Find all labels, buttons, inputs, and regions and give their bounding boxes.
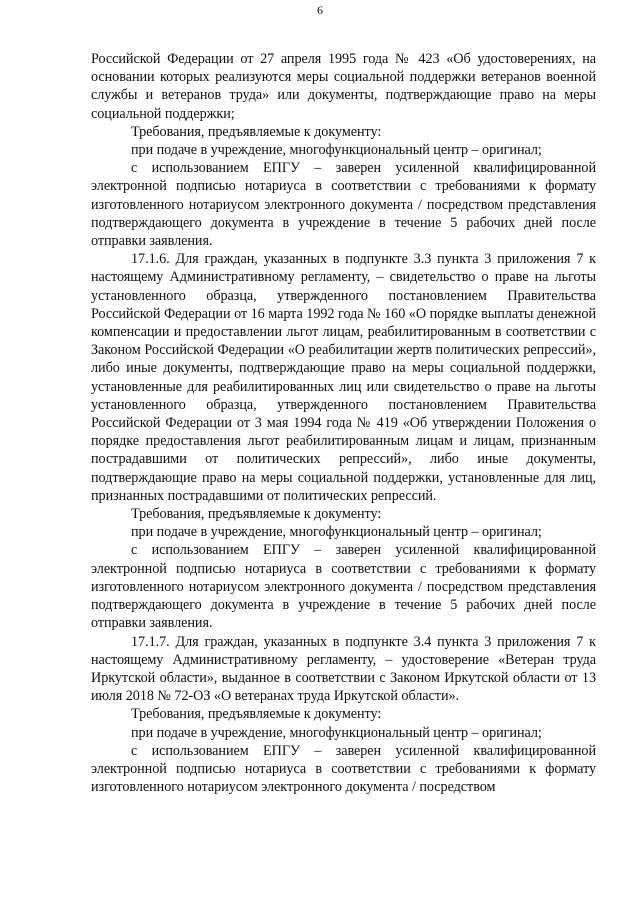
requirement-epgu: с использованием ЕПГУ – заверен усиленной квалифицированной электронной подписью нотариуса в соответствии с требованиями к формату изготовленного нотариусом электронного документа / посредством представления подтверждающего документа в учреждение в течение 5 рабочих дней после отправки заявления. bbox=[91, 160, 596, 250]
requirement-original: при подаче в учреждение, многофункциональный центр – оригинал; bbox=[131, 524, 542, 541]
page-number: 6 bbox=[317, 3, 323, 17]
paragraph-continuation: Российской Федерации от 27 апреля 1995 года № 423 «Об удостоверениях, на основании которых реализуются меры социальной поддержки ветеранов военной службы и ветеранов труда» или документы, подтверждающие право на меры социальной поддержки; bbox=[91, 51, 596, 122]
clause-17-1-7: 17.1.7. Для граждан, указанных в подпункте 3.4 пункта 3 приложения 7 к настоящему Административному регламенту, – удостоверение «Ветеран труда Иркутской области», выданное в соответствии с Законом Иркутской области от 13 июля 2018 № 72-ОЗ «О ветеранах труда Иркутской области». bbox=[91, 633, 596, 705]
document-body bbox=[91, 50, 596, 796]
requirements-heading: Требования, предъявляемые к документу: bbox=[131, 506, 382, 523]
requirement-original: при подаче в учреждение, многофункциональный центр – оригинал; bbox=[131, 142, 542, 159]
requirements-heading: Требования, предъявляемые к документу: bbox=[131, 123, 382, 140]
requirement-epgu: с использованием ЕПГУ – заверен усиленной квалифицированной электронной подписью нотариуса в соответствии с требованиями к формату изготовленного нотариусом электронного документа / посредством bbox=[91, 742, 596, 796]
requirement-original: при подаче в учреждение, многофункциональный центр – оригинал; bbox=[131, 724, 542, 741]
requirements-heading: Требования, предъявляемые к документу: bbox=[131, 706, 382, 723]
clause-17-1-6: 17.1.6. Для граждан, указанных в подпункте 3.3 пункта 3 приложения 7 к настоящему Административному регламенту, – свидетельство о праве на льготы установленного образца, утвержденного постановлением Правительства Российской Федерации от 16 марта 1992 года № 160 «О порядке выплаты денежной компенсации и предоставлении льгот лицам, реабилитированным в соответствии с Законом Российской Федерации «О реабилитации жертв политических репрессий», либо иные документы, подтверждающие право на меры социальной поддержки, установленные для реабилитированных лиц или свидетельство о праве на льготы установленного образца, утвержденного постановлением Правительства Российской Федерации от 3 мая 1994 года № 419 «Об утверждении Положения о порядке предоставления льгот реабилитированным лицам и лицам, признанным пострадавшими от политических репрессий», либо иные документы, подтверждающие право на меры социальной поддержки, установленные для лиц, признанных пострадавшими от политических репрессий. bbox=[91, 251, 596, 504]
requirement-epgu: с использованием ЕПГУ – заверен усиленной квалифицированной электронной подписью нотариуса в соответствии с требованиями к формату изготовленного нотариусом электронного документа / посредством представления подтверждающего документа в учреждение в течение 5 рабочих дней после отправки заявления. bbox=[91, 542, 596, 632]
